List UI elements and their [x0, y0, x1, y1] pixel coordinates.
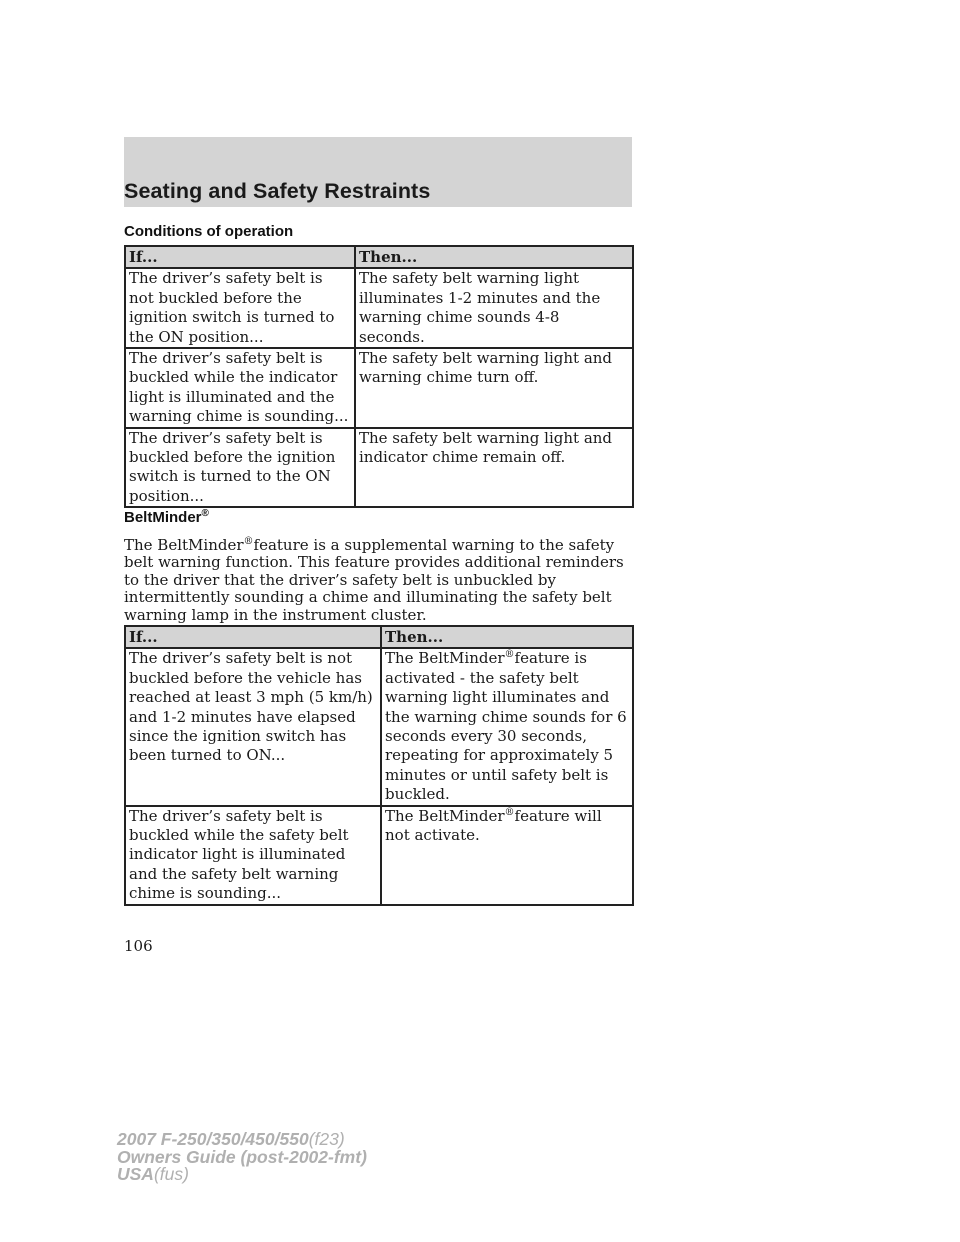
footer-model-code: (f23) [308, 1129, 345, 1149]
page-number: 106 [124, 937, 153, 955]
beltminder-table [124, 625, 634, 906]
beltminder-intro-rest: feature is a supplemental warning to the safety belt warning function. This feature provides additional reminders to the driver that the driver’s safety belt is unbuckled by intermittently sounding a chime and illuminating the safety belt warning lamp in the instrument cluster. [124, 536, 624, 624]
result-rest: feature will not activate. [385, 806, 602, 845]
footer-region-code: (fus) [153, 1164, 189, 1184]
footer-line-region [117, 1166, 367, 1184]
result-rest: feature is activated - the safety belt warning light illuminates and the warning chime sounds for 6 seconds every 30 seconds, repeating for approximately 5 minutes or until safety belt is buckled. [385, 649, 627, 804]
conditions-heading: Conditions of operation [124, 223, 294, 240]
section-header-band [124, 137, 632, 207]
section-title: Seating and Safety Restraints [124, 179, 431, 203]
footer-region: USA [117, 1164, 154, 1184]
conditions-table [124, 245, 634, 508]
beltminder-heading [124, 509, 209, 526]
table-row [125, 428, 633, 508]
beltminder-intro-lead: The BeltMinder [124, 536, 244, 554]
condition-cell: The driver’s safety belt is buckled before the ignition switch is turned to the ON position... [125, 428, 355, 508]
result-cell [381, 648, 633, 805]
table-header-row [125, 626, 633, 648]
result-lead: The BeltMinder [385, 806, 505, 825]
result-cell [381, 806, 633, 905]
document-footer [117, 1131, 367, 1184]
registered-mark: ® [504, 806, 515, 818]
result-cell: The safety belt warning light illuminates 1-2 minutes and the warning chime sounds 4-8 seconds. [355, 268, 633, 348]
registered-mark: ® [504, 649, 515, 661]
condition-cell: The driver’s safety belt is buckled while the indicator light is illuminated and the warning chime is sounding... [125, 348, 355, 428]
beltminder-heading-text: BeltMinder [124, 509, 202, 526]
result-lead: The BeltMinder [385, 649, 505, 668]
beltminder-intro [124, 537, 634, 624]
table-row [125, 648, 633, 805]
table-header-row [125, 246, 633, 268]
condition-cell: The driver’s safety belt is buckled while the safety belt indicator light is illuminated and the safety belt warning chime is sounding... [125, 806, 381, 905]
table-row [125, 806, 633, 905]
condition-cell: The driver’s safety belt is not buckled before the ignition switch is turned to the ON position... [125, 268, 355, 348]
column-header-then: Then... [381, 626, 633, 648]
registered-mark: ® [243, 536, 254, 547]
footer-guide: Owners Guide (post-2002-fmt) [117, 1146, 367, 1167]
column-header-then: Then... [355, 246, 633, 268]
registered-mark: ® [201, 508, 209, 519]
table-row [125, 268, 633, 348]
result-cell: The safety belt warning light and indicator chime remain off. [355, 428, 633, 508]
table-row [125, 348, 633, 428]
column-header-if: If... [125, 626, 381, 648]
result-cell: The safety belt warning light and warning chime turn off. [355, 348, 633, 428]
footer-model: 2007 F-250/350/450/550 [117, 1129, 309, 1149]
column-header-if: If... [125, 246, 355, 268]
condition-cell: The driver’s safety belt is not buckled before the vehicle has reached at least 3 mph (5 km/h) and 1-2 minutes have elapsed since the ignition switch has been turned to ON... [125, 648, 381, 805]
